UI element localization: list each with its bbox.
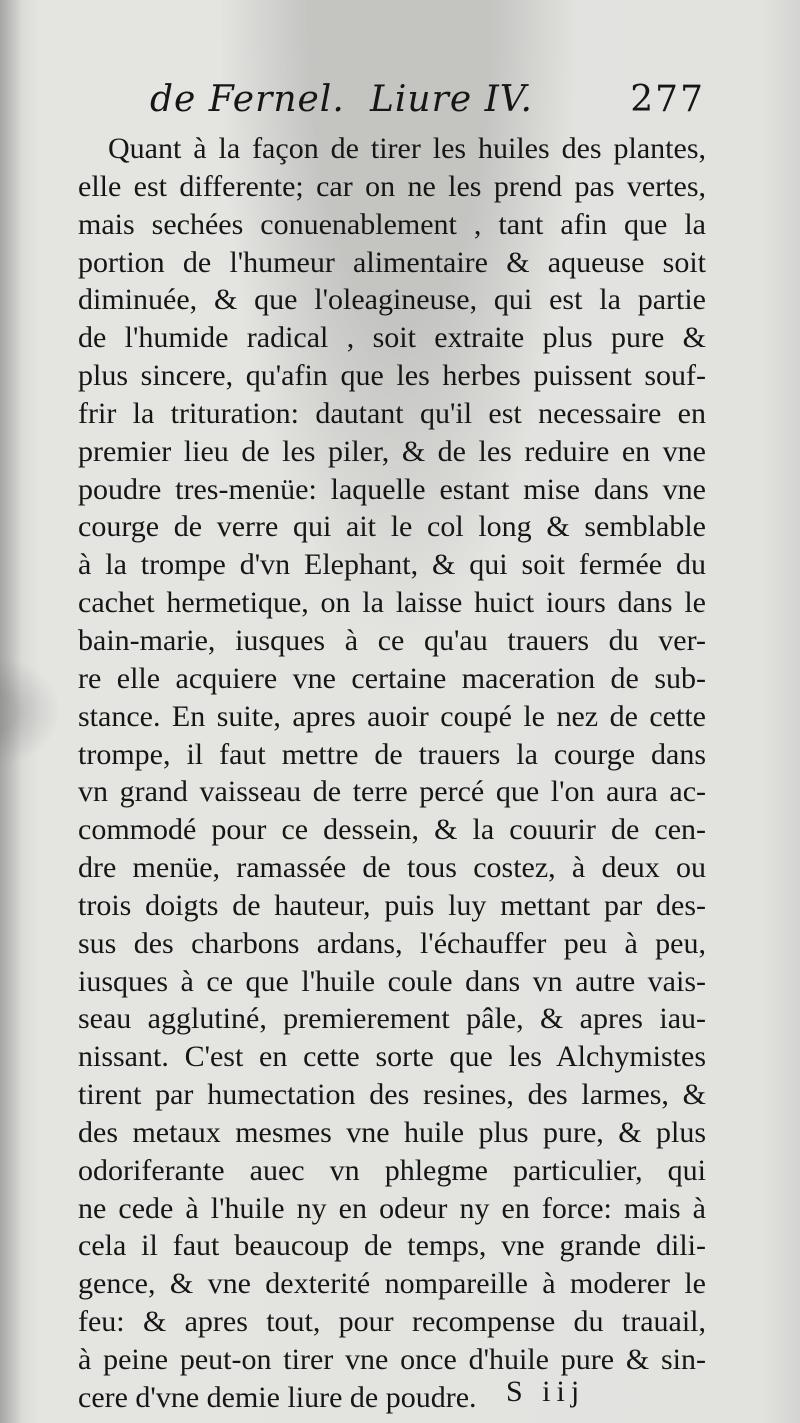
text-line: plus sincere, qu'afin que les herbes puissent souf- [78,359,706,393]
text-line: Quant à la façon de tirer les huiles des plantes, [108,132,706,165]
text-line: à la trompe d'vn Elephant, & qui soit fermée du [78,548,706,582]
text-line: dre menüe, ramassée de tous costez, à deux ou [78,851,706,885]
text-line: mais sechées conuenablement , tant afin que la [78,207,706,241]
text-line: iusques à ce que l'huile coule dans vn autre vais- [78,964,706,998]
text-line: re elle acquiere vne certaine maceration de sub- [78,661,706,695]
text-line: premier lieu de les piler, & de les reduire en vne [78,434,706,468]
text-line: cela il faut beaucoup de temps, vne grande dili- [78,1229,706,1263]
text-line: cachet hermetique, on la laisse huict iours dans le [78,586,706,620]
text-line: nissant. C'est en cette sorte que les Alchymistes [78,1040,706,1074]
text-line: à peine peut-on tirer vne once d'huile pure & sin- [78,1343,706,1376]
text-line: stance. En suite, apres auoir coupé le nez de cette [78,699,706,733]
text-line: cere d'vne demie liure de poudre. [78,1380,477,1414]
text-line: elle est differente; car on ne les prend pas vertes, [78,169,706,203]
text-line: sus des charbons ardans, l'échauffer peu à peu, [78,926,706,960]
running-header [150,72,705,128]
page-gutter-shadow [0,0,22,1423]
text-line: gence, & vne dexterité nompareille à moderer le [78,1267,706,1301]
body-text [78,130,706,1417]
text-line: poudre tres-menüe: laquelle estant mise dans vne [78,472,706,506]
text-line: feu: & apres tout, pour recompense du trauail, [78,1305,706,1339]
running-title-left: de Fernel. [150,79,345,120]
text-line: diminuée, & que l'oleagineuse, qui est la partie [78,283,706,317]
text-line: trois doigts de hauteur, puis luy mettant par des- [78,888,706,922]
text-line: portion de l'humeur alimentaire & aqueuse soit [78,245,706,279]
text-line: courge de verre qui ait le col long & semblable [78,510,706,544]
text-line: des metaux mesmes vne huile plus pure, & plus [78,1115,706,1149]
text-line: commodé pour ce dessein, & la couurir de cen- [78,813,706,847]
text-line: vn grand vaisseau de terre percé que l'on aura ac- [78,775,706,809]
text-line: trompe, il faut mettre de trauers la courge dans [78,737,706,771]
text-line: odoriferante auec vn phlegme particulier, qui [78,1153,706,1187]
text-line: ne cede à l'huile ny en odeur ny en force: mais à [78,1191,706,1225]
text-line: bain-marie, iusques à ce qu'au trauers du ver- [78,623,706,657]
page-number: 277 [630,79,705,120]
signature-mark: S iij [506,1375,586,1408]
text-line: de l'humide radical , soit extraite plus pure & [78,321,706,355]
text-line: frir la trituration: dautant qu'il est necessaire en [78,396,706,430]
text-line: tirent par humectation des resines, des larmes, & [78,1078,706,1112]
text-line: seau agglutiné, premierement pâle, & apres iau- [78,1002,706,1036]
running-title-right: Liure IV. [370,79,533,120]
